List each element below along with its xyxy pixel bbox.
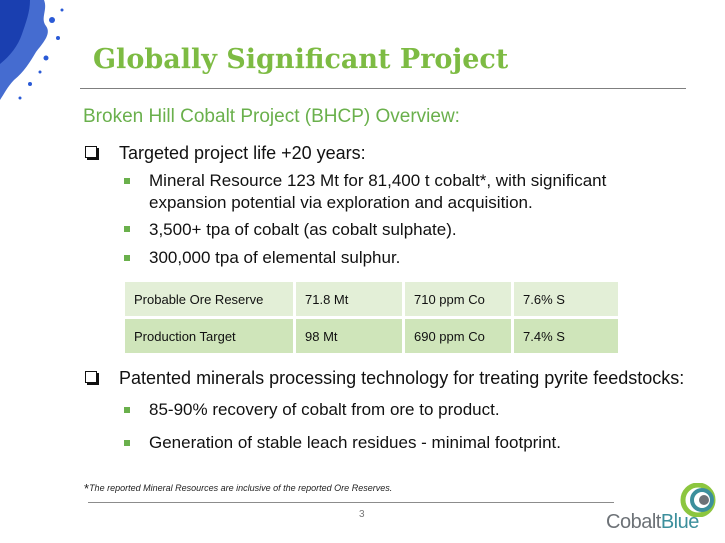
square-bullet-icon — [124, 407, 130, 413]
footnote — [84, 481, 392, 496]
logo-word-blue: Blue — [660, 511, 699, 533]
page-number: 3 — [359, 509, 365, 520]
cobaltblue-logo — [606, 511, 699, 534]
subbullet-recovery: 85-90% recovery of cobalt from ore to product. — [149, 400, 500, 419]
bullet-project-life: Targeted project life +20 years: — [119, 143, 366, 163]
square-bullet-icon — [124, 178, 130, 184]
logo-word-cobalt: Cobalt — [606, 511, 661, 533]
footer-divider — [88, 502, 614, 503]
table-row — [125, 282, 618, 316]
reserve-table — [122, 279, 621, 356]
table-row — [125, 319, 618, 353]
table-cell: Production Target — [125, 319, 293, 353]
square-bullet-icon — [124, 226, 130, 232]
table-cell: 71.8 Mt — [296, 282, 402, 316]
title-divider — [80, 88, 686, 89]
footnote-star: * — [84, 481, 90, 496]
footnote-text: The reported Mineral Resources are inclusive of the reported Ore Reserves. — [89, 483, 393, 493]
checkbox-bullet-icon — [85, 371, 97, 383]
table-cell: 7.4% S — [514, 319, 618, 353]
table-cell: Probable Ore Reserve — [125, 282, 293, 316]
square-bullet-icon — [124, 255, 130, 261]
slide-title: Globally Significant Project — [93, 44, 509, 75]
table-cell: 690 ppm Co — [405, 319, 511, 353]
subbullet-leach-residues: Generation of stable leach residues - minimal footprint. — [149, 433, 561, 452]
checkbox-bullet-icon — [85, 146, 97, 158]
subbullet-cobalt-tpa: 3,500+ tpa of cobalt (as cobalt sulphate). — [149, 220, 457, 239]
blue-paint-splash — [0, 0, 80, 110]
square-bullet-icon — [124, 440, 130, 446]
subbullet-mineral-resource: Mineral Resource 123 Mt for 81,400 t cobalt*, with significant — [149, 171, 607, 190]
subbullet-mineral-resource-cont: expansion potential via exploration and acquisition. — [149, 193, 533, 212]
slide-subtitle: Broken Hill Cobalt Project (BHCP) Overview: — [83, 106, 460, 127]
table-cell: 710 ppm Co — [405, 282, 511, 316]
subbullet-sulphur-tpa: 300,000 tpa of elemental sulphur. — [149, 248, 401, 267]
table-cell: 98 Mt — [296, 319, 402, 353]
bullet-patented-technology: Patented minerals processing technology for treating pyrite feedstocks: — [119, 368, 685, 388]
table-cell: 7.6% S — [514, 282, 618, 316]
